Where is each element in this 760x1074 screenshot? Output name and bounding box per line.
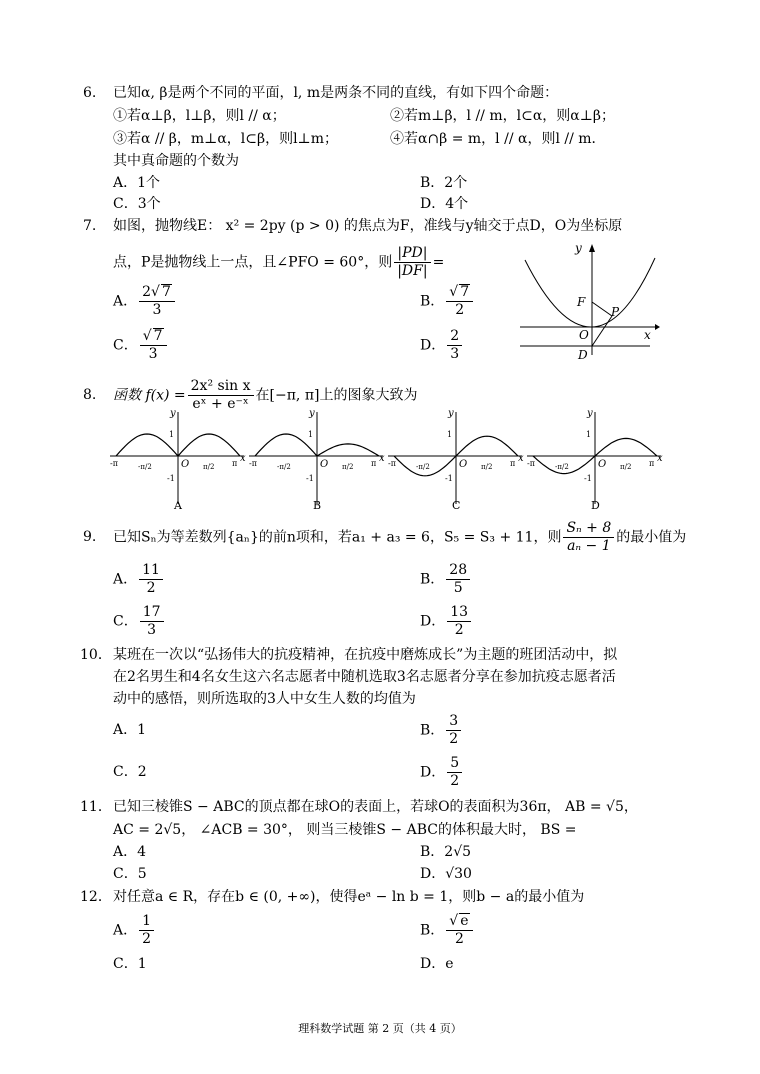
q10-number: 10． (80, 647, 112, 663)
graph-b-tick-1: 1 (308, 430, 314, 439)
q9-option-b: B． $\frac{28}{5}$ (420, 562, 472, 597)
graph-b (249, 408, 385, 510)
graph-a-tick-half-pi: π/2 (203, 463, 215, 471)
graph-d-x-label: x (657, 453, 663, 464)
q10-option-b: B． $\frac{3}{2}$ (420, 713, 463, 748)
graph-c-x-label: x (518, 453, 524, 464)
graph-a-y-label: y (170, 408, 176, 419)
fig-label-p: P (611, 305, 620, 319)
q9-number: 9. (83, 529, 97, 545)
graph-a-option-label: A (174, 499, 182, 510)
fig-label-d: D (578, 348, 588, 362)
function-graphs (110, 408, 663, 510)
q10-line-1: 某班在一次以“弘扬伟大的抗疫精神，在抗疫中磨炼成长”为主题的班团活动中，拟 (113, 647, 618, 663)
graph-c-option-label: C (452, 499, 461, 510)
q12-option-b: B． √ $\frac{e}{2}$ (420, 913, 475, 948)
q8-function-fraction: $\frac{\text{2x² sin x}}{\text{eˣ + e⁻ˣ}}$ (188, 378, 254, 413)
q11-option-a: A．4 (113, 844, 147, 860)
q11-option-b: B．2√5 (420, 844, 472, 860)
graph-d-option-label: D (591, 499, 600, 510)
q9-expression-fraction: $\frac{\text{Sₙ + 8}}{\text{aₙ − 1}}$ (563, 520, 614, 555)
q11-option-d: D．√30 (420, 866, 472, 882)
q12-number: 12． (80, 889, 112, 905)
graph-d-tick-minus-1: -1 (584, 474, 592, 483)
q6-ask: 其中真命题的个数为 (113, 153, 239, 169)
graph-b-tick-minus-1: -1 (306, 474, 314, 483)
graph-d-tick-half-pi: π/2 (620, 463, 632, 471)
q9-stem: 已知Sₙ为等差数列{aₙ}的前n项和，若a₁ + a₃ = 6，S₅ = S₃ + 11，则 $\frac{\text{Sₙ + 8}}{\text{aₙ − 1}}$ 的最小值为 (113, 520, 687, 554)
q6-option-c: C．3个 (113, 196, 161, 212)
q11-line-2: AC = 2√5， ∠ACB = 30°， 则当三棱锥S − ABC的体积最大时， BS = (113, 822, 577, 838)
parabola-curve (525, 258, 655, 327)
graph-b-tick-half-pi: π/2 (342, 463, 354, 471)
graph-b-tick-neg-pi: -π (249, 459, 257, 468)
page-footer: 理科数学试题 第 2 页（共 4 页） (298, 1022, 462, 1035)
graph-a (110, 408, 246, 510)
graph-c-tick-neg-half-pi: -π/2 (416, 463, 430, 471)
q11-number: 11． (80, 799, 112, 815)
q7-parabola-figure (515, 240, 660, 365)
q11-option-c: C．5 (113, 866, 147, 882)
q12-option-d: D．e (420, 956, 454, 972)
graph-d-y-label: y (587, 408, 593, 419)
q10-line-2: 在2名男生和4名女生这六名志愿者中随机选取3名志愿者分享在参加抗疫志愿者活 (113, 669, 616, 685)
q7-option-c: C． √ $\frac{7}{3}$ (113, 328, 169, 363)
q6-option-b: B．2个 (420, 175, 468, 191)
y-axis-arrow (589, 244, 595, 252)
q6-proposition-4: ④若α∩β = m，l // α，则l // m． (390, 131, 606, 147)
graph-c-tick-minus-1: -1 (445, 474, 453, 483)
graph-a-tick-1: 1 (169, 430, 175, 439)
q7-option-d: D． $\frac{2}{3}$ (420, 328, 464, 363)
q10-option-d: D． $\frac{5}{2}$ (420, 755, 464, 790)
q6-option-a: A．1个 (113, 175, 161, 191)
graph-b-option-label: B (313, 499, 322, 510)
q12-option-c: C．1 (113, 956, 147, 972)
graph-d-tick-pi: π (649, 459, 655, 468)
fig-label-y: y (575, 241, 582, 255)
q9-option-d: D． $\frac{13}{2}$ (420, 604, 473, 639)
graph-c-tick-pi: π (510, 459, 516, 468)
q10-option-c: C．2 (113, 764, 147, 780)
graph-a-origin: O (181, 459, 190, 470)
q8-number: 8. (83, 387, 97, 403)
q12-option-a: A． $\frac{1}{2}$ (113, 913, 156, 948)
graph-c-tick-half-pi: π/2 (481, 463, 493, 471)
fig-label-f: F (577, 295, 586, 309)
q9-option-c: C． $\frac{17}{3}$ (113, 604, 166, 639)
q7-option-b: B． √ $\frac{7}{2}$ (420, 284, 475, 319)
segment-fp (592, 302, 612, 316)
q7-line-2: 点，P是抛物线上一点，且∠PFO = 60°，则 $\frac{|PD|}{|DF|}$ = (113, 245, 445, 279)
fig-label-o: O (579, 328, 589, 342)
graph-d-tick-1: 1 (586, 430, 592, 439)
q6-proposition-3: ③若α // β，m⊥α，l⊂β，则l⊥m； (113, 131, 338, 147)
graph-a-tick-minus-1: -1 (167, 474, 175, 483)
q10-option-a: A．1 (113, 722, 147, 738)
q8-stem: 函数 f(x) = $\frac{\text{2x² sin x}}{\text{eˣ + e⁻ˣ}}$ 在[−π, π]上的图象大致为 (113, 378, 418, 412)
graph-b-origin: O (320, 459, 329, 470)
q8-graph-options (108, 408, 668, 510)
graph-a-x-label: x (240, 453, 246, 464)
graph-b-tick-pi: π (371, 459, 377, 468)
q11-line-1: 已知三棱锥S − ABC的顶点都在球O的表面上，若球O的表面积为36π， AB = √5， (113, 799, 638, 815)
x-axis-arrow (655, 324, 660, 330)
graph-b-tick-neg-half-pi: -π/2 (277, 463, 291, 471)
q7-line-2-text: 点，P是抛物线上一点，且∠PFO = 60°，则 (113, 254, 393, 271)
graph-c-y-label: y (448, 408, 454, 419)
q7-ratio-fraction: $\frac{|PD|}{|DF|}$ (394, 245, 430, 280)
q10-line-3: 动中的感悟，则所选取的3人中女生人数的均值为 (113, 691, 416, 707)
graph-c-origin: O (459, 459, 468, 470)
q6-stem: 已知α, β是两个不同的平面，l, m是两条不同的直线，有如下四个命题： (113, 85, 559, 101)
q7-line-1: 如图，抛物线E： x² = 2py (p > 0) 的焦点为F，准线与y轴交于点D，O为坐标原 (113, 218, 623, 234)
graph-b-x-label: x (379, 453, 385, 464)
q12-line-1: 对任意a ∈ R，存在b ∈ (0, +∞)，使得eᵃ − ln b = 1，则b − a的最小值为 (113, 889, 585, 905)
fig-label-x: x (644, 328, 651, 342)
graph-d (527, 408, 663, 510)
q6-number: 6. (83, 85, 97, 101)
q7-number: 7. (83, 218, 97, 234)
q9-option-a: A． $\frac{11}{2}$ (113, 562, 165, 597)
graph-a-tick-neg-pi: -π (110, 459, 118, 468)
graph-d-origin: O (598, 459, 607, 470)
graph-d-tick-neg-half-pi: -π/2 (555, 463, 569, 471)
graph-c-tick-1: 1 (447, 430, 453, 439)
graph-c-tick-neg-pi: -π (388, 459, 396, 468)
graph-c (388, 408, 524, 510)
segment-dp (592, 316, 612, 346)
q7-option-a: A． $\frac{2√ 7}{3}$ (113, 284, 177, 319)
q6-proposition-1: ①若α⊥β，l⊥β，则l // α； (113, 108, 286, 124)
graph-d-tick-neg-pi: -π (527, 459, 535, 468)
graph-a-tick-neg-half-pi: -π/2 (138, 463, 152, 471)
graph-a-tick-pi: π (232, 459, 238, 468)
q6-option-d: D．4个 (420, 196, 469, 212)
q6-proposition-2: ②若m⊥β，l // m，l⊂α，则α⊥β； (390, 108, 615, 124)
graph-b-y-label: y (309, 408, 315, 419)
